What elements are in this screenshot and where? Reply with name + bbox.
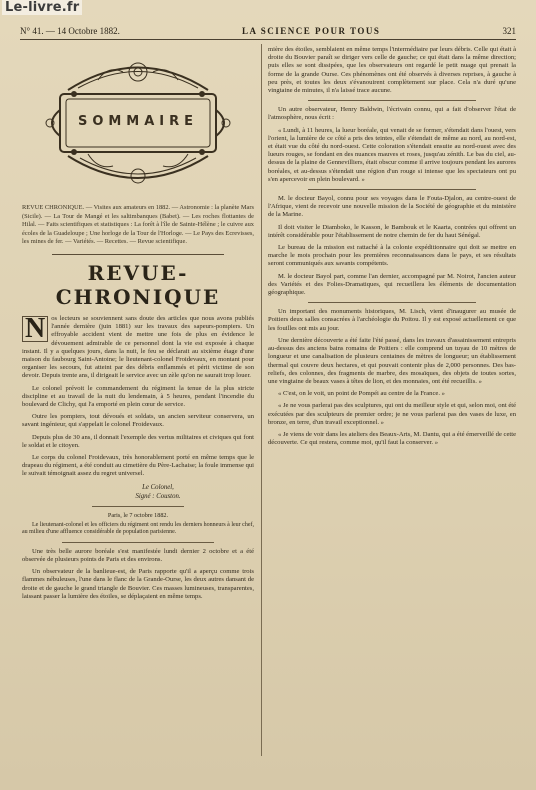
signature-name: Signé : Couston. [135, 492, 181, 500]
page-number: 321 [502, 26, 516, 36]
separator [308, 302, 476, 303]
article-paragraph: « Lundi, à 11 heures, la lueur boréale, qui venait de se former, s'étendait dans l'ouest, vers l'orient, la lumière de ce côté a pris des teintes, elle s'étendait de même au nord, au nord-est, et était vue du côté du nord-ouest. Cette coloration s'étendait ensuite au nord-ouest avec des lueurs rouges, se fondant en des nuances mauves et roses, jusqu'au zénith. Le bas du ciel, au-dessus de la plaine de Gennevilliers, était obscur comme il arrive toujours pendant les aurores boréales, et au-dessus s'étendait une région d'un rouge si intense que les spectateurs ont pu s'en apercevoir en plein boulevard. » [268, 126, 516, 183]
sommaire-text: REVUE CHRONIQUE. — Visites aux amateurs en 1882. — Astronomie : la planète Mars (Sicile). — La Tour de Mangé et les saltimbanques (Babet). — Les roches flottantes de Hilal. — Faits scientifiques et statistiques : La forêt à l'île de Sainte-Hélène ; le cuivre aux écoles de la Guadeloupe ; Une horloge de la Tour de l'Horloge. — Le Pays des Ecrevisses, les mines de fer. — Variétés. — Recettes. — Revue scientifique. [22, 204, 254, 246]
article-paragraph: Depuis plus de 30 ans, il donnait l'exemple des vertus militaires et civiques qui font le soldat et le citoyen. [22, 433, 254, 449]
header-rule [20, 39, 516, 40]
watermark-logo: Le-livre.fr [2, 0, 82, 15]
sommaire-heading: SOMMAIRE [77, 114, 199, 129]
separator [62, 542, 214, 543]
article-paragraph: M. le docteur Bayol part, comme l'an dernier, accompagné par M. Noirot, l'ancien auteur des Variétés et des Folies-Dramatiques, qui recueillera les éléments de documentation géographique. [268, 272, 516, 297]
separator [92, 506, 184, 507]
signature-title: Le Colonel, [142, 483, 174, 491]
signature-block [62, 483, 254, 501]
article-paragraph: Le corps du colonel Froidevaux, très honorablement porté en même temps que le drapeau du régiment, a été conduit au cimetière du Père-Lachaise; la foule immense qui le suivait témoignait assez du regret universel. [22, 454, 254, 478]
separator [308, 100, 476, 101]
article-paragraph: Un important des monuments historiques, M. Lisch, vient d'inaugurer au musée de Poitiers deux salles consacrées à l'archéologie du Poitou. Il y est exposé actuellement ce que les fouilles ont mis au jour. [268, 308, 516, 332]
column-divider [261, 44, 262, 756]
left-column [22, 46, 254, 605]
article-paragraph: mière des étoiles, semblaient en même temps l'intermédiaire par leurs débris. Celle qui était à droite du Bouvier paraît se diriger vers celle de gauche; ce qui était dans la même direction; puis elles se sont dissipées, que les observateurs ont regardé le petit nuage qui prenait la forme de la grande Ourse. Ces phénomènes ont été observés à diverses reprises, à gauche à peu près, et toutes les deux s'évanouirent complètement sur place. Cela n'a duré qu'une vingtaine de minutes, il n'a laissé trace aucune. [268, 46, 516, 95]
article-paragraph: « Je viens de voir dans les ateliers des Beaux-Arts, M. Dantu, qui a été émerveillé de cette découverte. Ce qui restera, comme moi, qu'il faut la conserver. » [268, 430, 516, 447]
dropcap-letter: N [22, 316, 48, 342]
right-column [268, 46, 516, 451]
article-paragraph: Il doit visiter le Diamboko, le Kasson, le Bambouk et le Kaarta, contrées qui offrent un intérêt considérable pour l'établissement de notre chemin de fer du haut Sénégal. [268, 223, 516, 239]
paragraph-text: os lecteurs se souviennent sans doute des articles que nous avons publiés l'année dernière (juin 1881) sur les travaux des sapeurs-pompiers. Un effroyable accident vient de mettre une fois de plus en évidence le dévouement admirable de ce personnel dont la vie est exposée à chaque instant. Il y a quelques jours, dans la nuit, le feu se déclarait au sixième étage d'une maison du faubourg Saint-Antoine; le lieutenant-colonel Froidevaux, en montant pour organiser les secours, fut atteint par des débris enflammés et périt victime de son devoir. Depuis trente ans, il dirigeait le service avec un zèle qu'on ne saurait trop louer. [22, 314, 254, 380]
article-paragraph: Une dernière découverte a été faite l'été passé, dans les travaux d'assainissement entrepris au-dessus des anciens bains romains de Poitiers : elle comprend un tuyau de 10 mètres de longueur et une canalisation de plusieurs centaines de mètres de longueur; un établissement thermal qui couvre deux hectares, et qui pouvait contenir plus de 2,000 personnes. Des bas-reliefs, des colonnes, des fragments de marbre, des mosaïques, des objets de toutes sortes, une vingtaine de beaux vases à têtes de lion, et des monnaies, ont été recueillis. » [268, 336, 516, 385]
article-paragraph: M. le docteur Bayol, connu pour ses voyages dans le Fouta-Djalon, au centre-ouest de l'Afrique, vient de recevoir une nouvelle mission de la Société de géographie et du ministère de la Marine. [268, 195, 516, 219]
summary-divider [52, 254, 224, 255]
article-paragraph: Outre les pompiers, tout dévoués et soldats, un ancien serviteur conservera, un savant ingénieur, qui s'appelait le colonel Froidevaux. [22, 413, 254, 429]
article-paragraph [22, 312, 254, 381]
article-paragraph: Le bureau de la mission est rattaché à la colonie expéditionnaire qui doit se mettre en marche le mois prochain pour les premières reconnaissances dans le pays, et ses résultats seront communiqués aux savants compétents. [268, 244, 516, 268]
article-paragraph: Un autre observateur, Henry Baldwin, l'écrivain connu, qui a fait d'observer l'état de l'atmosphère, nous écrit : [268, 106, 516, 122]
page-header [20, 24, 516, 38]
article-paragraph: Un observateur de la banlieue-est, de Paris rapporte qu'il a aperçu comme trois flammes nébuleuses, l'une dans le flanc de la Grande-Ourse, les deux autres dansant de droite et de gauche le grand triangle de Bouvier. Ces masses lumineuses, transparentes, laissant passer la lumière des étoiles, se déplaçaient en même temps. [22, 568, 254, 600]
sommaire-cartouche [38, 50, 238, 200]
date-line: Paris, le 7 octobre 1882. [107, 511, 169, 519]
article-paragraph: « Je ne vous parlerai pas des sculptures, qui ont du meilleur style et qui, selon moi, ont été exécutées par des sculpteurs de premier ordre; je ne vous parlerai pas des vases de luxe, en bronze, en terre, d'un travail exceptionnel. » [268, 402, 516, 426]
journal-title: LA SCIENCE POUR TOUS [241, 26, 381, 36]
article-paragraph-small: Le lieutenant-colonel et les officiers du régiment ont rendu les derniers honneurs à leur chef, au milieu d'une affluence considérable de population parisienne. [22, 521, 254, 536]
section-title: REVUE-CHRONIQUE [55, 260, 221, 309]
article-paragraph: Une très belle aurore boréale s'est manifestée lundi dernier 2 octobre et a été observée de plusieurs points de Paris et des environs. [22, 547, 254, 564]
article-paragraph: Le colonel prévoit le commandement du régiment la tenue de la plus stricte discipline et au travail de la nuit du lendemain, à 5 heures, pendant l'incendie du boulevard de Clichy, qui l'a emporté en plein cœur de service. [22, 384, 254, 408]
separator [308, 189, 476, 190]
article-paragraph: « C'est, on le voit, un point de Pompéi au centre de la France. » [278, 390, 445, 398]
issue-label: N° 41. — 14 Octobre 1882. [20, 26, 120, 36]
